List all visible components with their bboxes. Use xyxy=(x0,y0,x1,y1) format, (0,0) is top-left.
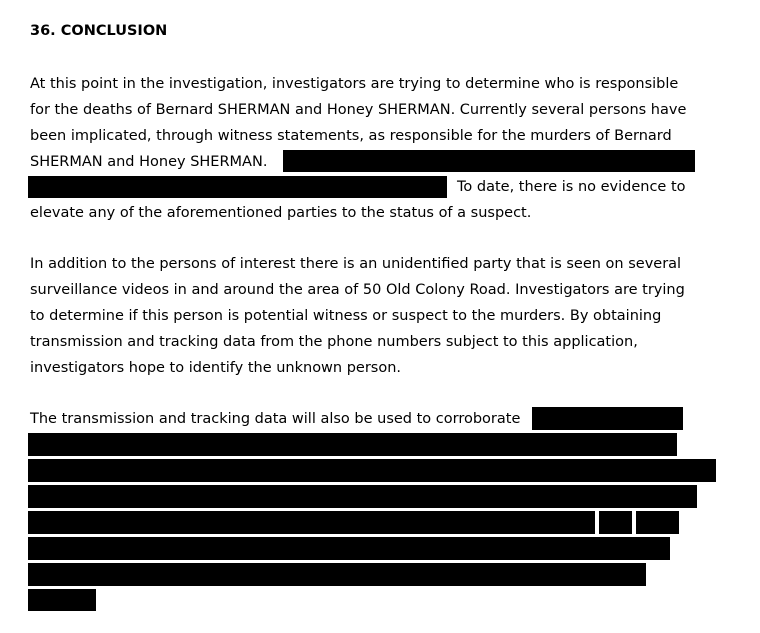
paragraph-1-line-3: been implicated, through witness statements, as responsible for the murders of Bernard xyxy=(30,128,672,144)
paragraph-1-line-2: for the deaths of Bernard SHERMAN and Honey SHERMAN. Currently several persons have xyxy=(30,102,687,118)
paragraph-2-line-5: investigators hope to identify the unknown person. xyxy=(30,360,402,376)
paragraph-2-line-2: surveillance videos in and around the area of 50 Old Colony Road. Investigators are trying xyxy=(30,282,685,298)
redaction-block xyxy=(28,459,716,482)
paragraph-2-line-1: In addition to the persons of interest there is an unidentified party that is seen on several xyxy=(30,256,682,272)
redaction-block xyxy=(636,511,679,534)
paragraph-1-line-6: elevate any of the aforementioned parties to the status of a suspect. xyxy=(30,205,532,221)
redaction-block xyxy=(28,511,595,534)
paragraph-2-line-3: to determine if this person is potential witness or suspect to the murders. By obtaining xyxy=(30,308,662,324)
redaction-block xyxy=(28,589,96,611)
redaction-block xyxy=(28,485,697,508)
redaction-block xyxy=(28,433,677,456)
redaction-block xyxy=(28,537,670,560)
section-heading: 36. CONCLUSION xyxy=(30,23,168,39)
paragraph-2-line-4: transmission and tracking data from the phone numbers subject to this application, xyxy=(30,334,638,350)
paragraph-3-line-1: The transmission and tracking data will also be used to corroborate xyxy=(30,411,521,427)
redaction-block xyxy=(28,563,646,586)
paragraph-1-line-1: At this point in the investigation, investigators are trying to determine who is responsible xyxy=(30,76,679,92)
redaction-block xyxy=(599,511,632,534)
redaction-block xyxy=(532,407,683,430)
redaction-block xyxy=(283,150,695,172)
paragraph-1-line-4: SHERMAN and Honey SHERMAN. xyxy=(30,154,268,170)
paragraph-1-line-5: To date, there is no evidence to xyxy=(457,179,686,195)
redaction-block xyxy=(28,176,447,198)
